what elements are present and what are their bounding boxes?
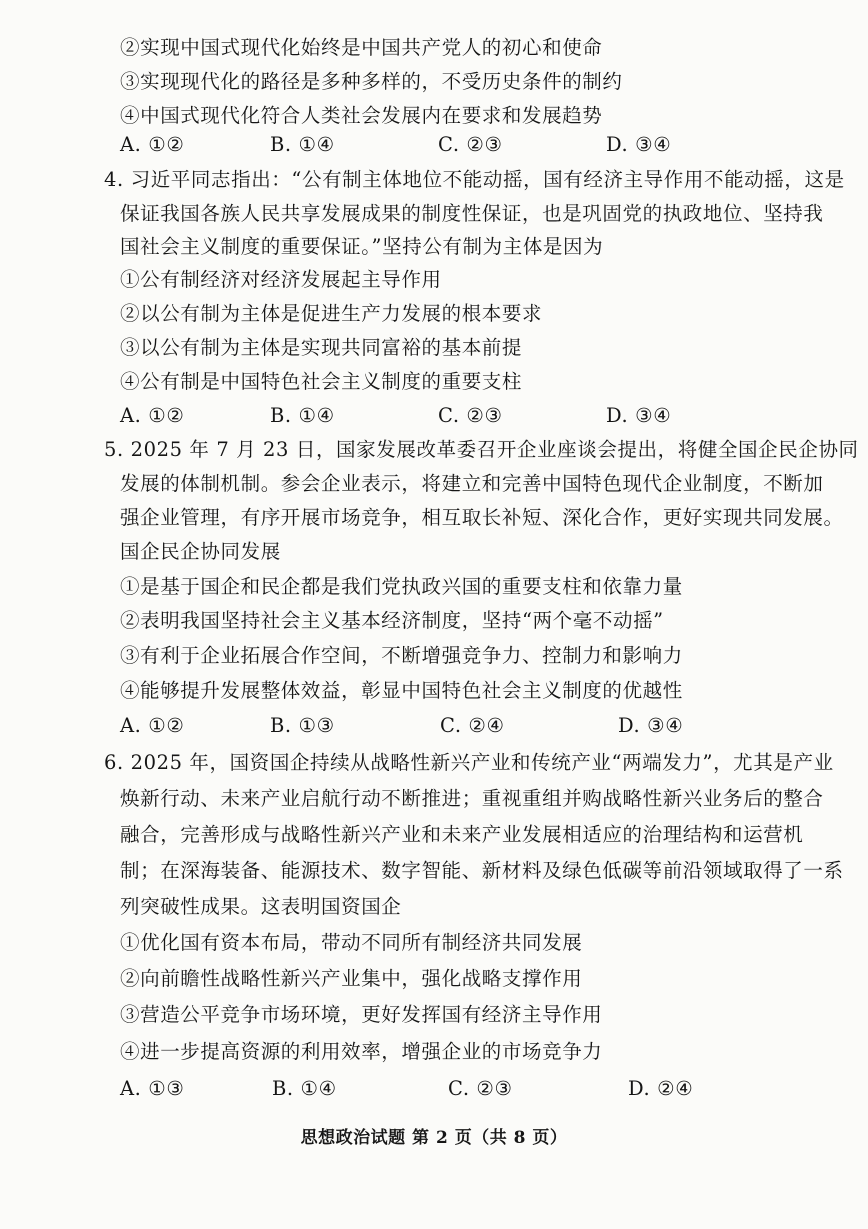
q5-choice-b: B. ①③ (270, 714, 335, 737)
q3-item-2: ②实现中国式现代化始终是中国共产党人的初心和使命 (120, 36, 603, 59)
q4-item-4: ④公有制是中国特色社会主义制度的重要支柱 (120, 370, 523, 393)
q6-choice-d: D. ②④ (628, 1077, 694, 1100)
q3-choice-b: B. ①④ (270, 133, 335, 156)
q6-choice-b: B. ①④ (272, 1077, 337, 1100)
q6-stem-line-5: 列突破性成果。这表明国资国企 (120, 895, 402, 918)
q6-item-3: ③营造公平竞争市场环境，更好发挥国有经济主导作用 (120, 1003, 603, 1026)
q4-choice-c: C. ②③ (438, 404, 503, 427)
q4-stem-line-2: 保证我国各族人民共享发展成果的制度性保证，也是巩固党的执政地位、坚持我 (120, 202, 824, 225)
q6-choice-c: C. ②③ (448, 1077, 513, 1100)
q4-item-2: ②以公有制为主体是促进生产力发展的根本要求 (120, 302, 543, 325)
q3-choice-a: A. ①② (120, 133, 185, 156)
q5-item-4: ④能够提升发展整体效益，彰显中国特色社会主义制度的优越性 (120, 679, 683, 702)
q5-choice-a: A. ①② (120, 714, 185, 737)
q3-choice-d: D. ③④ (606, 133, 672, 156)
q5-item-3: ③有利于企业拓展合作空间，不断增强竞争力、控制力和影响力 (120, 644, 683, 667)
q5-item-2: ②表明我国坚持社会主义基本经济制度，坚持“两个毫不动摇” (120, 609, 664, 632)
q6-stem-line-1: 6. 2025 年，国资国企持续从战略性新兴产业和传统产业“两端发力”，尤其是产业 (104, 751, 834, 774)
q4-choice-d: D. ③④ (606, 404, 672, 427)
q5-choice-d: D. ③④ (618, 714, 684, 737)
q4-choice-b: B. ①④ (270, 404, 335, 427)
q6-stem-line-2: 焕新行动、未来产业启航行动不断推进；重视重组并购战略性新兴业务后的整合 (120, 787, 824, 810)
q5-item-1: ①是基于国企和民企都是我们党执政兴国的重要支柱和依靠力量 (120, 575, 683, 598)
q6-item-1: ①优化国有资本布局，带动不同所有制经济共同发展 (120, 931, 583, 954)
q6-stem-line-4: 制；在深海装备、能源技术、数字智能、新材料及绿色低碳等前沿领域取得了一系 (120, 859, 844, 882)
q4-choices (0, 404, 868, 428)
q3-item-3: ③实现现代化的路径是多种多样的，不受历史条件的制约 (120, 70, 623, 93)
q6-item-2: ②向前瞻性战略性新兴产业集中，强化战略支撑作用 (120, 967, 583, 990)
q3-item-4: ④中国式现代化符合人类社会发展内在要求和发展趋势 (120, 104, 603, 127)
q6-choices (0, 1077, 868, 1101)
q3-choice-c: C. ②③ (438, 133, 503, 156)
q5-stem-line-3: 强企业管理，有序开展市场竞争，相互取长补短、深化合作，更好实现共同发展。 (120, 506, 844, 529)
q5-choice-c: C. ②④ (440, 714, 505, 737)
q6-item-4: ④进一步提高资源的利用效率，增强企业的市场竞争力 (120, 1040, 603, 1063)
q4-stem-line-1: 4. 习近平同志指出：“公有制主体地位不能动摇，国有经济主导作用不能动摇，这是 (104, 168, 845, 191)
q5-choices (0, 714, 868, 738)
q5-stem-line-4: 国企民企协同发展 (120, 540, 281, 563)
q6-choice-a: A. ①③ (120, 1077, 185, 1100)
q5-stem-line-1: 5. 2025 年 7 月 23 日，国家发展改革委召开企业座谈会提出，将健全国企民企协同 (104, 438, 859, 461)
q4-item-1: ①公有制经济对经济发展起主导作用 (120, 268, 442, 291)
page-footer: 思想政治试题 第 2 页（共 8 页） (300, 1128, 568, 1148)
q4-stem-line-3: 国社会主义制度的重要保证。”坚持公有制为主体是因为 (120, 235, 604, 258)
q6-stem-line-3: 融合，完善形成与战略性新兴产业和未来产业发展相适应的治理结构和运营机 (120, 823, 804, 846)
q3-choices (0, 133, 868, 157)
q4-item-3: ③以公有制为主体是实现共同富裕的基本前提 (120, 336, 523, 359)
q5-stem-line-2: 发展的体制机制。参会企业表示，将建立和完善中国特色现代企业制度，不断加 (120, 472, 824, 495)
q4-choice-a: A. ①② (120, 404, 185, 427)
